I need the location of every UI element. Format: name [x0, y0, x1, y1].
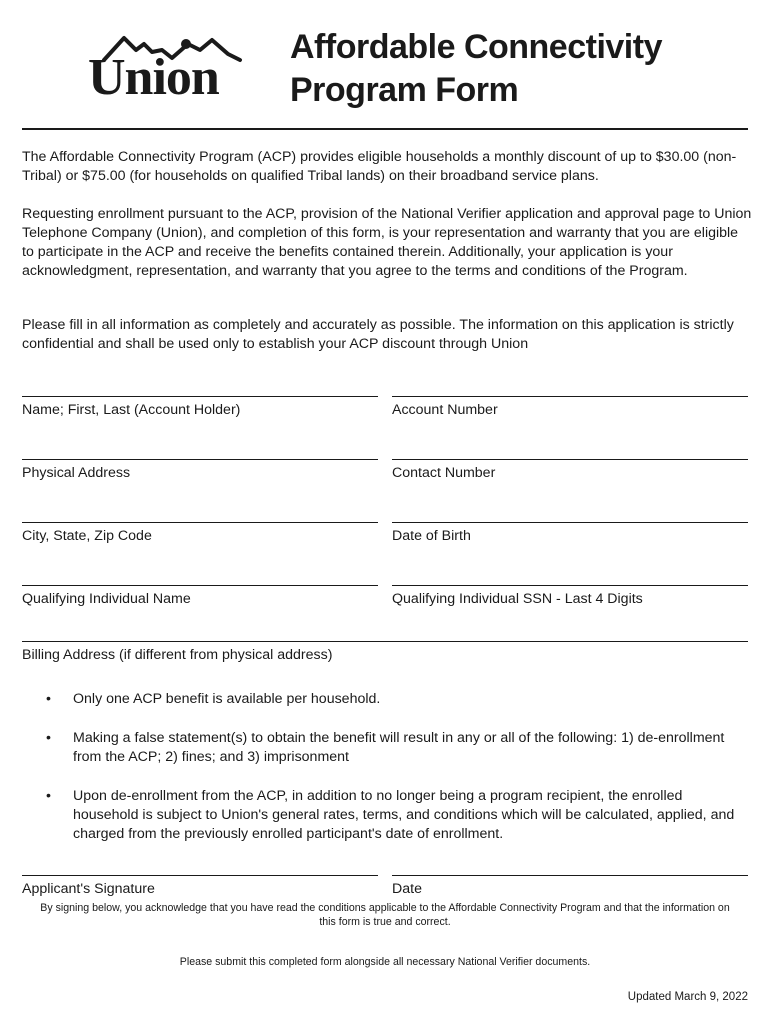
- bullet-icon: •: [46, 730, 51, 746]
- date-of-birth-field[interactable]: [392, 522, 748, 545]
- account-number-label: Account Number: [392, 402, 498, 418]
- date-of-birth-label: Date of Birth: [392, 528, 471, 544]
- date-input-line[interactable]: [392, 875, 748, 876]
- city-state-zip-input-line[interactable]: [22, 522, 378, 523]
- updated-date: Updated March 9, 2022: [627, 991, 748, 1003]
- physical-address-input-line[interactable]: [22, 459, 378, 460]
- billing-address-input-line[interactable]: [22, 641, 748, 642]
- title-line-2: Program Form: [290, 71, 519, 109]
- physical-address-field[interactable]: [22, 459, 378, 482]
- date-of-birth-input-line[interactable]: [392, 522, 748, 523]
- bullet-text: Upon de-enrollment from the ACP, in addition to no longer being a program recipient, the enrolled household is subject to Union's general rates, terms, and conditions which will be calculated, applied, and charged from the previously enrolled participant's date of enrollment.: [73, 788, 735, 842]
- acknowledgment-note: By signing below, you acknowledge that you have read the conditions applicable to the Affordable Connectivity Program and that the information on this form is true and correct.: [40, 902, 730, 928]
- contact-number-label: Contact Number: [392, 465, 496, 481]
- name-label: Name; First, Last (Account Holder): [22, 402, 241, 418]
- contact-number-field[interactable]: [392, 459, 748, 482]
- intro-paragraph-discount: The Affordable Connectivity Program (ACP) provides eligible households a monthly discount of up to $30.00 (non-Tribal) or $75.00 (for households on qualified Tribal lands) on their broadband service plans.: [22, 149, 737, 184]
- qualifying-ssn-label: Qualifying Individual SSN - Last 4 Digits: [392, 591, 643, 607]
- intro-paragraph-instructions: Please fill in all information as completely and accurately as possible. The information on this application is strictly confidential and shall be used only to establish your ACP discount through Union: [22, 317, 734, 352]
- list-item: [22, 729, 742, 767]
- qualifying-name-field[interactable]: [22, 585, 378, 608]
- bullet-text: Only one ACP benefit is available per household.: [73, 691, 381, 707]
- union-logo: [88, 30, 268, 100]
- signature-label: Applicant's Signature: [22, 881, 155, 897]
- header-divider: [22, 128, 748, 130]
- date-label: Date: [392, 881, 422, 897]
- signature-field[interactable]: [22, 875, 378, 898]
- city-state-zip-label: City, State, Zip Code: [22, 528, 152, 544]
- physical-address-label: Physical Address: [22, 465, 131, 481]
- title-line-1: Affordable Connectivity: [290, 28, 662, 66]
- bullet-icon: •: [46, 788, 51, 804]
- account-number-field[interactable]: [392, 396, 748, 419]
- account-number-input-line[interactable]: [392, 396, 748, 397]
- list-item: [22, 690, 742, 709]
- qualifying-name-input-line[interactable]: [22, 585, 378, 586]
- qualifying-ssn-input-line[interactable]: [392, 585, 748, 586]
- intro-paragraph-enrollment: Requesting enrollment pursuant to the ACP, provision of the National Verifier application and approval page to Union Telephone Company (Union), and completion of this form, is your representation and warranty that you are eligible to participate in the ACP and receive the benefits contained therein. Additionally, your application is your acknowledgment, representation, and warranty that you agree to the terms and conditions of the Program.: [22, 206, 752, 279]
- city-state-zip-field[interactable]: [22, 522, 378, 545]
- signature-input-line[interactable]: [22, 875, 378, 876]
- billing-address-field[interactable]: [22, 641, 748, 664]
- mountain-logo-icon: [88, 30, 268, 100]
- bullet-icon: •: [46, 691, 51, 707]
- qualifying-name-label: Qualifying Individual Name: [22, 591, 191, 607]
- page-title: [290, 26, 750, 112]
- name-input-line[interactable]: [22, 396, 378, 397]
- list-item: [22, 787, 742, 844]
- billing-address-label: Billing Address (if different from physical address): [22, 647, 333, 663]
- submit-note: Please submit this completed form alongside all necessary National Verifier documents.: [179, 956, 591, 968]
- bullet-text: Making a false statement(s) to obtain the benefit will result in any or all of the following: 1) de-enrollment from the ACP; 2) fines; and 3) imprisonment: [73, 730, 725, 765]
- logo-wordmark: Union: [88, 49, 219, 100]
- conditions-list: [22, 690, 742, 864]
- date-field[interactable]: [392, 875, 748, 898]
- qualifying-ssn-field[interactable]: [392, 585, 748, 608]
- name-field[interactable]: [22, 396, 378, 419]
- contact-number-input-line[interactable]: [392, 459, 748, 460]
